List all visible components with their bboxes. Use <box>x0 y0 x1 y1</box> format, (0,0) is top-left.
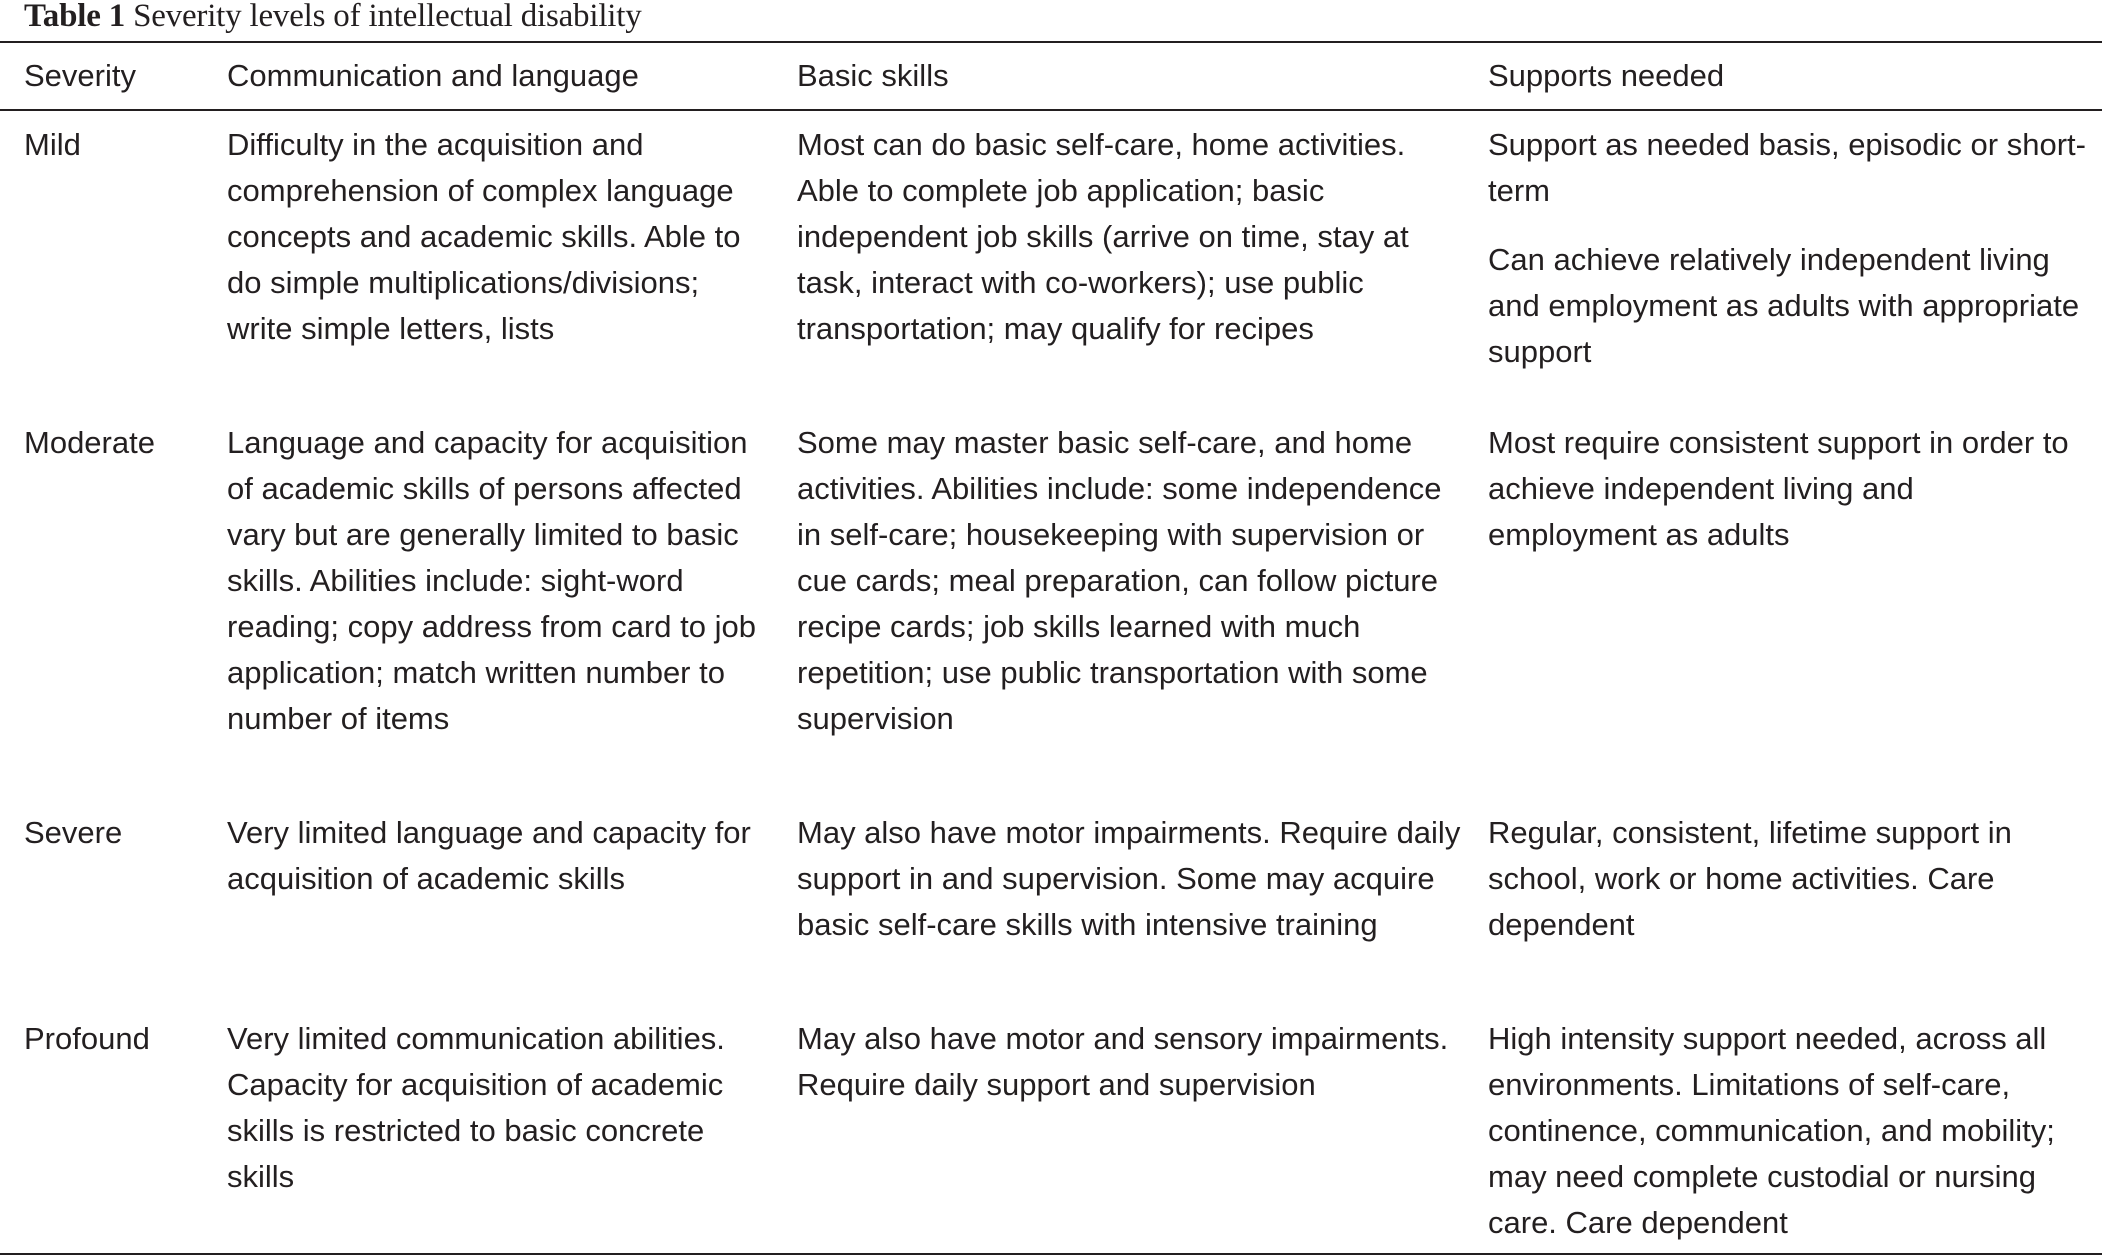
row-severe-supports-paragraph: Regular, consistent, lifetime support in school, work or home activities. Care dependent <box>1488 815 2012 942</box>
row-severe-supports <box>1488 810 2088 948</box>
row-profound-severity: Profound <box>24 1021 150 1056</box>
row-profound-communication: Very limited communication abilities. Capacity for acquisition of academic skills is restricted to basic concrete skills <box>227 1021 725 1194</box>
row-profound-supports <box>1488 1016 2088 1246</box>
row-mild-severity: Mild <box>24 127 81 162</box>
table-header-rule <box>0 109 2102 111</box>
row-moderate-supports-paragraph: Most require consistent support in order to achieve independent living and employment as adults <box>1488 425 2069 552</box>
column-header-severity: Severity <box>24 58 136 93</box>
row-moderate-severity: Moderate <box>24 425 155 460</box>
column-header-communication: Communication and language <box>227 58 639 93</box>
row-moderate-communication: Language and capacity for acquisition of academic skills of persons affected vary but are generally limited to basic skills. Abilities include: sight-word reading; copy address from card to job application; match written number to number of items <box>227 425 756 736</box>
column-header-basic-skills: Basic skills <box>797 58 949 93</box>
row-mild-basic-skills: Most can do basic self-care, home activities. Able to complete job application; basic independent job skills (arrive on time, stay at task, interact with co-workers); use public transportation; may qualify for recipes <box>797 127 1409 346</box>
column-header-supports: Supports needed <box>1488 58 1725 93</box>
table-caption-title: Severity levels of intellectual disability <box>133 0 642 34</box>
row-severe-severity: Severe <box>24 815 123 850</box>
table-caption <box>24 0 642 32</box>
row-mild-supports-paragraph: Support as needed basis, episodic or short-term <box>1488 127 2086 208</box>
row-mild-supports-paragraph: Can achieve relatively independent living and employment as adults with appropriate support <box>1488 242 2080 369</box>
row-mild-communication: Difficulty in the acquisition and comprehension of complex language concepts and academic skills. Able to do simple multiplications/divisions; write simple letters, lists <box>227 127 741 346</box>
row-severe-basic-skills: May also have motor impairments. Require daily support in and supervision. Some may acquire basic self-care skills with intensive training <box>797 815 1461 942</box>
row-severe-communication: Very limited language and capacity for acquisition of academic skills <box>227 815 751 896</box>
row-moderate-basic-skills: Some may master basic self-care, and home activities. Abilities include: some independence in self-care; housekeeping with supervision or cue cards; meal preparation, can follow picture recipe cards; job skills learned with much repetition; use public transportation with some supervision <box>797 425 1442 736</box>
row-moderate-supports <box>1488 420 2088 558</box>
row-profound-supports-paragraph: High intensity support needed, across all environments. Limitations of self-care, continence, communication, and mobility; may need complete custodial or nursing care. Care dependent <box>1488 1021 2055 1240</box>
row-profound-basic-skills: May also have motor and sensory impairments. Require daily support and supervision <box>797 1021 1449 1102</box>
row-mild-supports <box>1488 122 2088 375</box>
table-caption-label: Table 1 <box>24 0 125 34</box>
table-bottom-rule <box>0 1253 2102 1255</box>
table-top-rule <box>0 41 2102 43</box>
